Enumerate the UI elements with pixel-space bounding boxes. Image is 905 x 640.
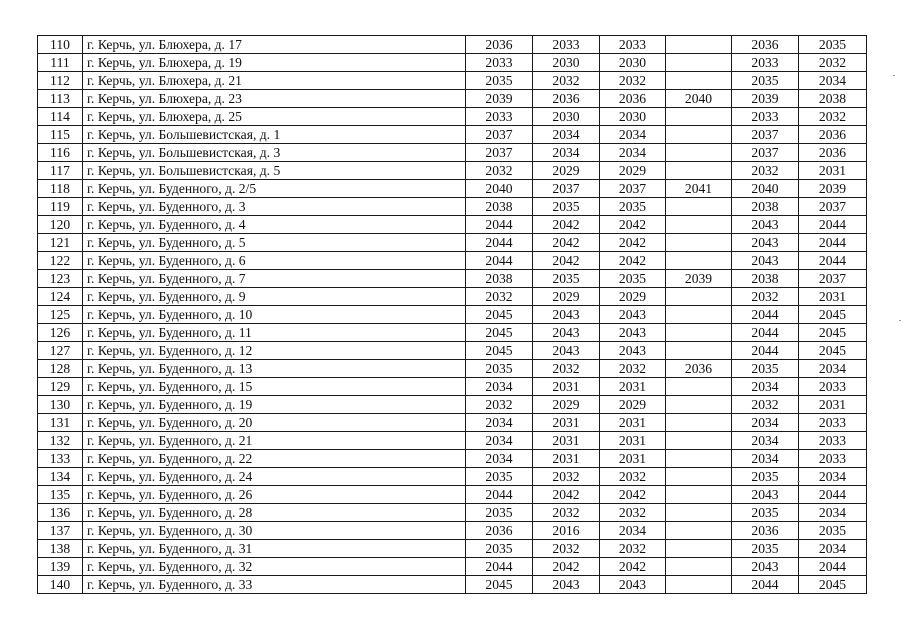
year-cell <box>666 378 732 396</box>
year-cell: 2032 <box>732 162 799 180</box>
year-cell: 2034 <box>466 378 533 396</box>
address-cell: г. Керчь, ул. Буденного, д. 5 <box>83 234 466 252</box>
year-cell: 2039 <box>466 90 533 108</box>
year-cell: 2033 <box>799 450 867 468</box>
year-cell: 2036 <box>600 90 666 108</box>
year-cell <box>666 36 732 54</box>
table-row <box>38 558 867 576</box>
row-number-cell: 112 <box>38 72 83 90</box>
row-number-cell: 120 <box>38 216 83 234</box>
table-row <box>38 90 867 108</box>
year-cell: 2044 <box>799 216 867 234</box>
row-number-cell: 127 <box>38 342 83 360</box>
year-cell: 2032 <box>600 468 666 486</box>
year-cell: 2042 <box>533 234 600 252</box>
year-cell: 2031 <box>600 432 666 450</box>
year-cell: 2045 <box>466 342 533 360</box>
year-cell: 2034 <box>466 414 533 432</box>
address-cell: г. Керчь, ул. Буденного, д. 6 <box>83 252 466 270</box>
year-cell: 2043 <box>533 576 600 594</box>
address-cell: г. Керчь, ул. Буденного, д. 15 <box>83 378 466 396</box>
table-row <box>38 342 867 360</box>
year-cell: 2035 <box>600 198 666 216</box>
year-cell: 2045 <box>466 324 533 342</box>
year-cell: 2042 <box>533 252 600 270</box>
year-cell: 2034 <box>600 522 666 540</box>
address-cell: г. Керчь, ул. Буденного, д. 3 <box>83 198 466 216</box>
year-cell: 2042 <box>600 216 666 234</box>
year-cell <box>666 126 732 144</box>
address-cell: г. Керчь, ул. Буденного, д. 9 <box>83 288 466 306</box>
address-cell: г. Керчь, ул. Буденного, д. 4 <box>83 216 466 234</box>
row-number-cell: 115 <box>38 126 83 144</box>
year-cell: 2029 <box>600 162 666 180</box>
year-cell: 2036 <box>799 144 867 162</box>
table-row <box>38 270 867 288</box>
year-cell: 2035 <box>600 270 666 288</box>
year-cell: 2032 <box>533 504 600 522</box>
year-cell <box>666 288 732 306</box>
year-cell: 2016 <box>533 522 600 540</box>
row-number-cell: 121 <box>38 234 83 252</box>
year-cell: 2030 <box>600 54 666 72</box>
year-cell: 2043 <box>732 216 799 234</box>
year-cell: 2037 <box>466 144 533 162</box>
year-cell: 2034 <box>732 378 799 396</box>
year-cell: 2034 <box>799 540 867 558</box>
year-cell: 2043 <box>600 306 666 324</box>
year-cell: 2035 <box>799 522 867 540</box>
table-row <box>38 36 867 54</box>
year-cell: 2031 <box>799 396 867 414</box>
year-cell: 2033 <box>466 108 533 126</box>
year-cell: 2034 <box>600 144 666 162</box>
year-cell: 2038 <box>732 270 799 288</box>
table-row <box>38 324 867 342</box>
year-cell <box>666 504 732 522</box>
year-cell: 2044 <box>466 252 533 270</box>
year-cell: 2037 <box>533 180 600 198</box>
table-row <box>38 234 867 252</box>
table-row <box>38 396 867 414</box>
table-row <box>38 432 867 450</box>
address-cell: г. Керчь, ул. Большевистская, д. 1 <box>83 126 466 144</box>
table-row <box>38 126 867 144</box>
year-cell: 2045 <box>799 342 867 360</box>
year-cell: 2035 <box>732 540 799 558</box>
year-cell: 2037 <box>732 144 799 162</box>
year-cell: 2031 <box>533 378 600 396</box>
year-cell: 2035 <box>466 468 533 486</box>
year-cell: 2045 <box>799 306 867 324</box>
year-cell: 2036 <box>732 36 799 54</box>
year-cell: 2040 <box>732 180 799 198</box>
year-cell: 2044 <box>799 486 867 504</box>
row-number-cell: 136 <box>38 504 83 522</box>
year-cell: 2032 <box>799 54 867 72</box>
year-cell: 2032 <box>732 288 799 306</box>
year-cell: 2034 <box>466 450 533 468</box>
year-cell: 2040 <box>666 90 732 108</box>
year-cell: 2033 <box>466 54 533 72</box>
row-number-cell: 125 <box>38 306 83 324</box>
year-cell: 2032 <box>466 396 533 414</box>
year-cell: 2032 <box>466 162 533 180</box>
year-cell: 2032 <box>600 72 666 90</box>
address-cell: г. Керчь, ул. Буденного, д. 32 <box>83 558 466 576</box>
year-cell: 2033 <box>799 432 867 450</box>
row-number-cell: 133 <box>38 450 83 468</box>
year-cell <box>666 324 732 342</box>
year-cell: 2034 <box>732 432 799 450</box>
year-cell <box>666 216 732 234</box>
year-cell: 2042 <box>600 234 666 252</box>
year-cell: 2037 <box>799 270 867 288</box>
year-cell: 2035 <box>466 504 533 522</box>
year-cell: 2044 <box>799 252 867 270</box>
year-cell <box>666 432 732 450</box>
year-cell: 2038 <box>732 198 799 216</box>
year-cell: 2035 <box>732 72 799 90</box>
address-cell: г. Керчь, ул. Буденного, д. 26 <box>83 486 466 504</box>
row-number-cell: 138 <box>38 540 83 558</box>
row-number-cell: 114 <box>38 108 83 126</box>
table-row <box>38 450 867 468</box>
address-cell: г. Керчь, ул. Большевистская, д. 5 <box>83 162 466 180</box>
year-cell: 2029 <box>600 288 666 306</box>
year-cell: 2044 <box>799 558 867 576</box>
row-number-cell: 124 <box>38 288 83 306</box>
year-cell: 2030 <box>600 108 666 126</box>
year-cell: 2034 <box>799 468 867 486</box>
address-cell: г. Керчь, ул. Буденного, д. 20 <box>83 414 466 432</box>
row-number-cell: 131 <box>38 414 83 432</box>
year-cell: 2033 <box>600 36 666 54</box>
year-cell: 2032 <box>533 360 600 378</box>
year-cell: 2045 <box>466 576 533 594</box>
year-cell: 2031 <box>799 288 867 306</box>
year-cell: 2032 <box>533 540 600 558</box>
year-cell <box>666 540 732 558</box>
year-cell: 2032 <box>732 396 799 414</box>
row-number-cell: 130 <box>38 396 83 414</box>
year-cell: 2043 <box>533 324 600 342</box>
year-cell <box>666 198 732 216</box>
year-cell: 2031 <box>533 414 600 432</box>
year-cell: 2044 <box>732 306 799 324</box>
year-cell: 2043 <box>600 342 666 360</box>
address-cell: г. Керчь, ул. Блюхера, д. 21 <box>83 72 466 90</box>
year-cell <box>666 342 732 360</box>
year-cell: 2036 <box>666 360 732 378</box>
year-cell: 2036 <box>533 90 600 108</box>
year-cell: 2034 <box>533 144 600 162</box>
table-row <box>38 360 867 378</box>
year-cell: 2035 <box>799 36 867 54</box>
year-cell: 2043 <box>732 486 799 504</box>
table-row <box>38 144 867 162</box>
year-cell <box>666 306 732 324</box>
year-cell <box>666 450 732 468</box>
row-number-cell: 137 <box>38 522 83 540</box>
year-cell: 2033 <box>732 54 799 72</box>
year-cell <box>666 468 732 486</box>
year-cell: 2044 <box>466 558 533 576</box>
year-cell: 2036 <box>466 36 533 54</box>
year-cell: 2045 <box>799 576 867 594</box>
table-row <box>38 108 867 126</box>
row-number-cell: 118 <box>38 180 83 198</box>
year-cell: 2033 <box>799 414 867 432</box>
year-cell: 2044 <box>466 234 533 252</box>
table-row <box>38 540 867 558</box>
table-row <box>38 288 867 306</box>
year-cell: 2044 <box>732 342 799 360</box>
table-row <box>38 468 867 486</box>
year-cell: 2034 <box>600 126 666 144</box>
row-number-cell: 117 <box>38 162 83 180</box>
row-number-cell: 139 <box>38 558 83 576</box>
year-cell: 2042 <box>600 558 666 576</box>
scan-mark <box>893 75 895 76</box>
year-cell: 2037 <box>732 126 799 144</box>
table-row <box>38 180 867 198</box>
year-cell: 2035 <box>732 468 799 486</box>
year-cell: 2034 <box>799 72 867 90</box>
address-cell: г. Керчь, ул. Блюхера, д. 17 <box>83 36 466 54</box>
table-row <box>38 306 867 324</box>
address-cell: г. Керчь, ул. Буденного, д. 22 <box>83 450 466 468</box>
year-cell <box>666 252 732 270</box>
row-number-cell: 122 <box>38 252 83 270</box>
year-cell: 2038 <box>466 270 533 288</box>
table-row <box>38 54 867 72</box>
row-number-cell: 110 <box>38 36 83 54</box>
year-cell: 2031 <box>799 162 867 180</box>
address-cell: г. Керчь, ул. Блюхера, д. 19 <box>83 54 466 72</box>
year-cell: 2045 <box>799 324 867 342</box>
year-cell: 2039 <box>666 270 732 288</box>
year-cell: 2035 <box>466 72 533 90</box>
year-cell: 2044 <box>732 576 799 594</box>
year-cell: 2042 <box>533 486 600 504</box>
year-cell: 2029 <box>533 162 600 180</box>
year-cell: 2034 <box>732 414 799 432</box>
year-cell: 2043 <box>533 342 600 360</box>
year-cell: 2035 <box>732 504 799 522</box>
row-number-cell: 135 <box>38 486 83 504</box>
year-cell: 2031 <box>600 414 666 432</box>
scan-mark <box>797 481 800 482</box>
year-cell: 2045 <box>466 306 533 324</box>
year-cell <box>666 72 732 90</box>
year-cell <box>666 54 732 72</box>
table-row <box>38 216 867 234</box>
table-row <box>38 162 867 180</box>
table-row <box>38 414 867 432</box>
year-cell: 2044 <box>732 324 799 342</box>
row-number-cell: 113 <box>38 90 83 108</box>
scan-mark <box>899 320 901 321</box>
year-cell: 2037 <box>799 198 867 216</box>
address-cell: г. Керчь, ул. Буденного, д. 7 <box>83 270 466 288</box>
address-cell: г. Керчь, ул. Буденного, д. 28 <box>83 504 466 522</box>
address-cell: г. Керчь, ул. Буденного, д. 33 <box>83 576 466 594</box>
year-cell: 2041 <box>666 180 732 198</box>
year-cell: 2035 <box>732 360 799 378</box>
row-number-cell: 134 <box>38 468 83 486</box>
year-cell: 2035 <box>533 270 600 288</box>
year-cell: 2030 <box>533 108 600 126</box>
row-number-cell: 119 <box>38 198 83 216</box>
year-cell: 2029 <box>533 396 600 414</box>
row-number-cell: 116 <box>38 144 83 162</box>
year-cell <box>666 108 732 126</box>
year-cell: 2032 <box>533 468 600 486</box>
address-cell: г. Керчь, ул. Буденного, д. 11 <box>83 324 466 342</box>
year-cell: 2043 <box>533 306 600 324</box>
year-cell: 2033 <box>799 378 867 396</box>
year-cell: 2042 <box>600 252 666 270</box>
table-row <box>38 486 867 504</box>
year-cell: 2039 <box>732 90 799 108</box>
table-row <box>38 576 867 594</box>
year-cell: 2038 <box>799 90 867 108</box>
row-number-cell: 129 <box>38 378 83 396</box>
year-cell: 2035 <box>466 360 533 378</box>
year-cell: 2036 <box>466 522 533 540</box>
row-number-cell: 126 <box>38 324 83 342</box>
year-cell: 2044 <box>466 216 533 234</box>
year-cell: 2037 <box>466 126 533 144</box>
year-cell: 2031 <box>600 378 666 396</box>
address-cell: г. Керчь, ул. Буденного, д. 13 <box>83 360 466 378</box>
year-cell: 2034 <box>533 126 600 144</box>
table-row <box>38 198 867 216</box>
row-number-cell: 123 <box>38 270 83 288</box>
year-cell: 2035 <box>533 198 600 216</box>
housing-schedule-table <box>37 35 867 594</box>
year-cell: 2036 <box>799 126 867 144</box>
year-cell: 2043 <box>732 252 799 270</box>
year-cell: 2034 <box>732 450 799 468</box>
row-number-cell: 140 <box>38 576 83 594</box>
year-cell: 2037 <box>600 180 666 198</box>
year-cell <box>666 144 732 162</box>
address-cell: г. Керчь, ул. Буденного, д. 12 <box>83 342 466 360</box>
year-cell: 2042 <box>533 216 600 234</box>
year-cell: 2040 <box>466 180 533 198</box>
table-row <box>38 378 867 396</box>
address-cell: г. Керчь, ул. Буденного, д. 30 <box>83 522 466 540</box>
year-cell: 2036 <box>732 522 799 540</box>
address-cell: г. Керчь, ул. Буденного, д. 2/5 <box>83 180 466 198</box>
year-cell <box>666 396 732 414</box>
table-row <box>38 252 867 270</box>
year-cell: 2039 <box>799 180 867 198</box>
row-number-cell: 128 <box>38 360 83 378</box>
year-cell <box>666 162 732 180</box>
year-cell: 2032 <box>533 72 600 90</box>
year-cell: 2031 <box>533 450 600 468</box>
row-number-cell: 132 <box>38 432 83 450</box>
address-cell: г. Керчь, ул. Блюхера, д. 25 <box>83 108 466 126</box>
year-cell: 2029 <box>533 288 600 306</box>
year-cell: 2033 <box>732 108 799 126</box>
year-cell: 2031 <box>533 432 600 450</box>
year-cell: 2032 <box>600 504 666 522</box>
year-cell: 2034 <box>799 360 867 378</box>
year-cell <box>666 522 732 540</box>
address-cell: г. Керчь, ул. Буденного, д. 19 <box>83 396 466 414</box>
table-row <box>38 72 867 90</box>
year-cell: 2043 <box>732 558 799 576</box>
address-cell: г. Керчь, ул. Буденного, д. 10 <box>83 306 466 324</box>
address-cell: г. Керчь, ул. Блюхера, д. 23 <box>83 90 466 108</box>
year-cell: 2038 <box>466 198 533 216</box>
year-cell: 2032 <box>799 108 867 126</box>
year-cell: 2044 <box>799 234 867 252</box>
address-cell: г. Керчь, ул. Буденного, д. 21 <box>83 432 466 450</box>
year-cell: 2043 <box>600 324 666 342</box>
year-cell: 2033 <box>533 36 600 54</box>
year-cell: 2032 <box>600 540 666 558</box>
table-body <box>38 36 867 594</box>
address-cell: г. Керчь, ул. Буденного, д. 31 <box>83 540 466 558</box>
address-cell: г. Керчь, ул. Большевистская, д. 3 <box>83 144 466 162</box>
row-number-cell: 111 <box>38 54 83 72</box>
year-cell: 2034 <box>466 432 533 450</box>
table-row <box>38 504 867 522</box>
year-cell: 2034 <box>799 504 867 522</box>
year-cell <box>666 558 732 576</box>
address-cell: г. Керчь, ул. Буденного, д. 24 <box>83 468 466 486</box>
year-cell: 2032 <box>466 288 533 306</box>
year-cell: 2043 <box>600 576 666 594</box>
year-cell: 2030 <box>533 54 600 72</box>
year-cell: 2032 <box>600 360 666 378</box>
year-cell <box>666 234 732 252</box>
year-cell: 2035 <box>466 540 533 558</box>
year-cell: 2029 <box>600 396 666 414</box>
table-row <box>38 522 867 540</box>
year-cell: 2031 <box>600 450 666 468</box>
year-cell: 2044 <box>466 486 533 504</box>
year-cell <box>666 576 732 594</box>
year-cell: 2042 <box>600 486 666 504</box>
year-cell: 2042 <box>533 558 600 576</box>
year-cell: 2043 <box>732 234 799 252</box>
year-cell <box>666 486 732 504</box>
year-cell <box>666 414 732 432</box>
